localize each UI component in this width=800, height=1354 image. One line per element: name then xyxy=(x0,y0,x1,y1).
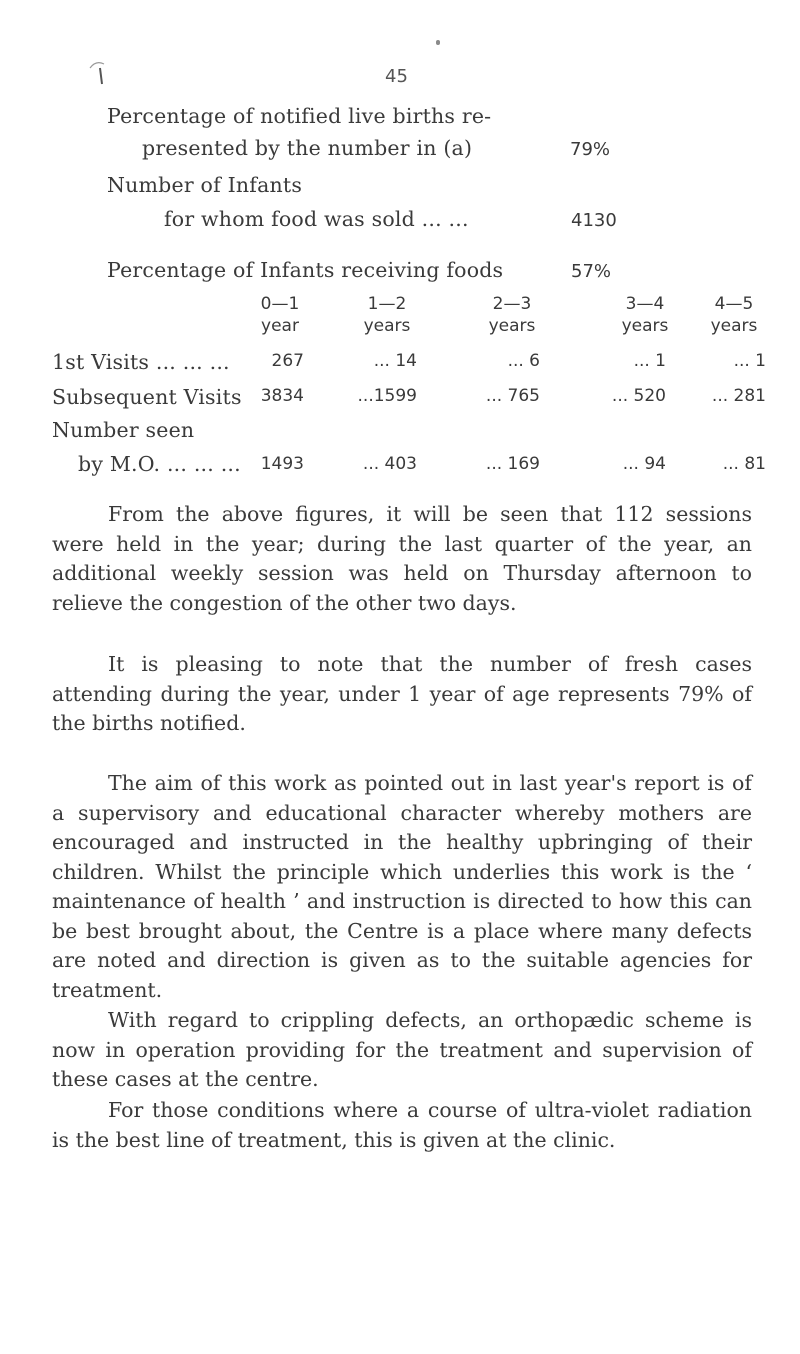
col-header-bottom: years xyxy=(488,316,536,336)
table-cell: ... 6 xyxy=(507,351,540,371)
row-label-by-mo: by M.O. ... ... ... xyxy=(78,452,241,476)
table-cell: ... 403 xyxy=(362,454,417,474)
col-header-top: 0—1 xyxy=(260,294,300,314)
paragraph-ultra-violet: For those conditions where a course of ultra-violet radiation is the best line of treatment, this is given at the clinic. xyxy=(52,1098,752,1152)
dot-mark xyxy=(436,40,440,45)
table-cell: ... 14 xyxy=(373,351,417,371)
col-header-bottom: years xyxy=(363,316,411,336)
stray-ink-mark xyxy=(88,58,108,86)
foods-label: Percentage of Infants receiving foods xyxy=(107,258,504,282)
foods-value: 57% xyxy=(571,261,612,282)
col-header-top: 4—5 xyxy=(714,294,754,314)
table-cell: 267 xyxy=(271,351,304,371)
table-cell: 1493 xyxy=(260,454,304,474)
table-cell: 3834 xyxy=(260,386,304,406)
table-cell: ... 1 xyxy=(733,351,766,371)
percentage-line-1: Percentage of notified live births re- xyxy=(107,104,492,128)
col-header-2-3 xyxy=(472,293,552,337)
col-header-0-1 xyxy=(240,293,320,337)
percentage-value: 79% xyxy=(570,139,611,160)
paragraph-sessions: From the above figures, it will be seen that 112 sessions were held in the year; during the last quarter of the year, an additional weekly session was held on Thursday afternoon to relieve the congestion of the other two days. xyxy=(52,502,752,615)
col-header-top: 2—3 xyxy=(492,294,532,314)
table-cell: ... 169 xyxy=(485,454,540,474)
row-label-first-visits: 1st Visits ... ... ... xyxy=(52,350,230,374)
paragraph-fresh-cases: It is pleasing to note that the number of fresh cases attending during the year, under 1 year of age represents 79% of the births notified. xyxy=(52,652,752,735)
infants-line-2: for whom food was sold ... ... xyxy=(164,207,469,231)
table-cell: ... 281 xyxy=(711,386,766,406)
infants-value: 4130 xyxy=(571,210,617,231)
col-header-3-4 xyxy=(605,293,685,337)
table-cell: ... 94 xyxy=(622,454,666,474)
col-header-4-5 xyxy=(694,293,774,337)
col-header-1-2 xyxy=(347,293,427,337)
table-cell: ... 765 xyxy=(485,386,540,406)
col-header-bottom: years xyxy=(621,316,669,336)
paragraph-aim: The aim of this work as pointed out in last year's report is of a supervisory and educational character whereby mothers are encouraged and instructed in the healthy upbringing of their children. Whilst the principle which underlies this work is the ‘ maintenance of health ’ and instruction is directed to how this can be best brought about, the Centre is a place where many defects are noted and direction is given as to the suitable agencies for treatment. xyxy=(52,771,752,1002)
table-cell: ... 1 xyxy=(633,351,666,371)
col-header-top: 1—2 xyxy=(367,294,407,314)
page-number: 45 xyxy=(385,66,408,87)
paragraph-orthopaedic: With regard to crippling defects, an orthopædic scheme is now in operation providing for the treatment and supervision of these cases at the centre. xyxy=(52,1008,752,1091)
table-cell: ... 520 xyxy=(611,386,666,406)
infants-line-1: Number of Infants xyxy=(107,173,303,197)
col-header-bottom: years xyxy=(710,316,758,336)
table-cell: ... 81 xyxy=(722,454,766,474)
table-cell: ...1599 xyxy=(357,386,417,406)
row-label-subsequent-visits: Subsequent Visits xyxy=(52,385,242,409)
row-label-number-seen: Number seen xyxy=(52,418,195,442)
col-header-top: 3—4 xyxy=(625,294,665,314)
col-header-bottom: year xyxy=(261,316,299,336)
percentage-line-2: presented by the number in (a) xyxy=(142,136,473,160)
